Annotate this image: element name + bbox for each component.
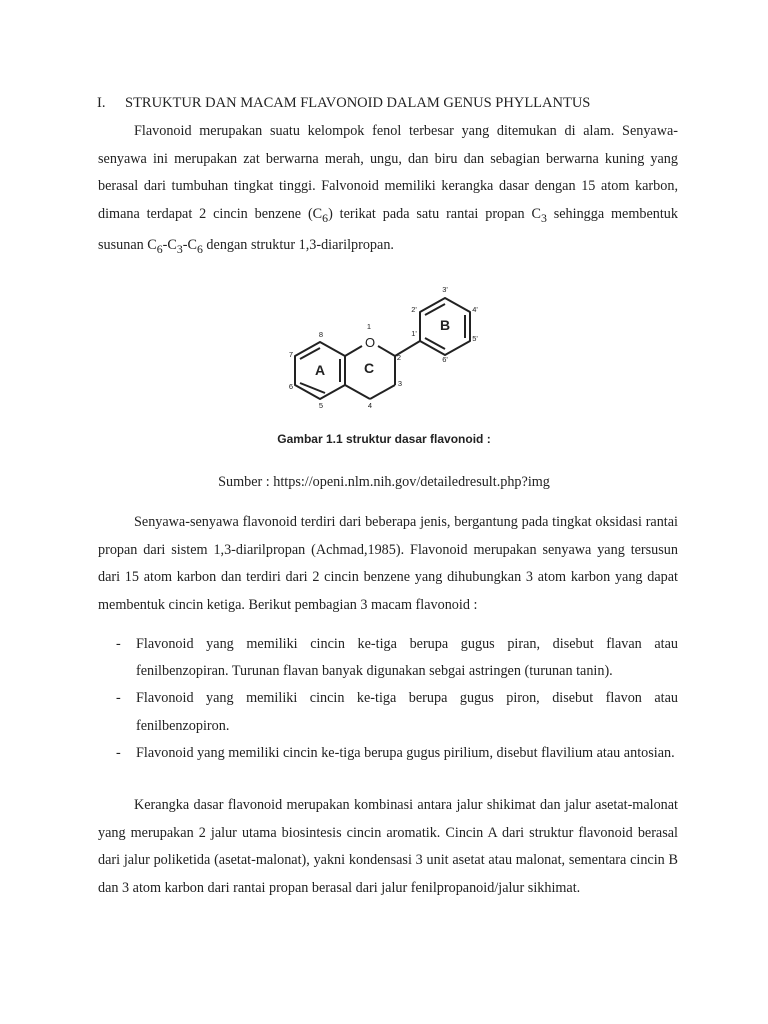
paragraph-intro-text: Flavonoid merupakan suatu kelompok fenol terbesar yang ditemukan di alam. Senyawa-senyawa ini merupakan zat berwarna merah, ungu, dan biru dan sebagian berwarna kuning yang berasal dari tumbuhan tingkat tinggi. Falvonoid memiliki kerangka dasar dengan 15 atom karbon, dimana terdapat 2 cincin benzene (C [98, 123, 678, 222]
ring-a-double-bond [300, 348, 320, 359]
ring-c-bond [378, 346, 395, 356]
paragraph-intro [98, 118, 678, 264]
ring-b-double-bond [425, 304, 445, 315]
list-item-text: Flavonoid yang memiliki cincin ke-tiga berupa gugus pirilium, disebut flavilium atau antosian. [136, 744, 675, 761]
list-item [98, 631, 678, 685]
ring-c-bond [345, 346, 362, 356]
position-label-7: 7 [288, 350, 294, 359]
flavonoid-types-list [98, 631, 678, 767]
ring-b-double-bond [425, 338, 445, 349]
subscript: 6 [156, 242, 163, 257]
position-label-1: 1 [366, 322, 372, 331]
list-item-text: Flavonoid yang memiliki cincin ke-tiga berupa gugus piran, disebut flavan atau fenilbenzopiran. Turunan flavan banyak digunakan sebgai astringen (turunan tanin). [136, 636, 678, 680]
position-label-1-prime: 1' [411, 329, 417, 338]
list-item [98, 740, 678, 767]
ring-b-label: B [439, 317, 451, 333]
paragraph-types: Senyawa-senyawa flavonoid terdiri dari beberapa jenis, bergantung pada tingkat oksidasi rantai propan dari sistem 1,3-diarilpropan (Achmad,1985). Flavonoid merupakan senyawa yang tersusun dari 15 atom karbon dan terdiri dari 2 cincin benzene yang dihubungkan 3 atom karbon yang dapat membentuk cincin ketiga. Berikut pembagian 3 macam flavonoid : [98, 514, 678, 613]
ring-c-bond [370, 385, 395, 399]
paragraph-intro-text: sehingga membentuk susunan C [98, 205, 678, 254]
position-label-2: 2 [396, 353, 402, 362]
section-title: STRUKTUR DAN MACAM FLAVONOID DALAM GENUS PHYLLANTUS [125, 95, 591, 111]
position-label-6: 6 [288, 382, 294, 391]
position-label-5: 5 [318, 401, 324, 410]
ring-c-bond [345, 385, 370, 399]
list-marker: - [116, 636, 121, 652]
flavonoid-structure-figure [286, 282, 482, 414]
position-label-4: 4 [367, 401, 373, 410]
figure-caption: Gambar 1.1 struktur dasar flavonoid : [277, 432, 491, 446]
paragraph-intro-text: dengan struktur 1,3-diarilpropan. [202, 237, 394, 254]
subscript: 3 [540, 210, 547, 225]
list-marker: - [116, 744, 121, 761]
position-label-3-prime: 3' [442, 285, 448, 294]
position-label-4-prime: 4' [472, 305, 478, 314]
paragraph-intro-text: -C [182, 237, 197, 254]
list-item-text: Flavonoid yang memiliki cincin ke-tiga berupa gugus piron, disebut flavon atau fenilbenzopiron. [136, 690, 678, 734]
flavonoid-structure-diagram [286, 282, 482, 414]
ring-a-label: A [314, 362, 326, 378]
ring-c-label: C [363, 360, 375, 376]
figure-source: Sumber : https://openi.nlm.nih.gov/detailedresult.php?img [218, 474, 550, 490]
list-item [98, 685, 678, 739]
position-label-5-prime: 5' [472, 334, 478, 343]
subscript: 3 [176, 242, 183, 257]
paragraph-intro-text: -C [162, 237, 177, 254]
section-heading [97, 93, 697, 113]
oxygen-atom-label: O [364, 335, 376, 350]
section-number: I. [97, 95, 106, 111]
position-label-8: 8 [318, 330, 324, 339]
list-marker: - [116, 690, 121, 707]
position-label-2-prime: 2' [411, 305, 417, 314]
paragraph-biosynthesis: Kerangka dasar flavonoid merupakan kombinasi antara jalur shikimat dan jalur asetat-malonat yang merupakan 2 jalur utama biosintesis cincin aromatik. Cincin A dari struktur flavonoid berasal dari jalur poliketida (asetat-malonat), yakni kondensasi 3 unit asetat atau malonat, sementara cincin B dan 3 atom karbon dari rantai propan berasal dari jalur fenilpropanoid/jalur sikhimat. [98, 797, 678, 896]
position-label-3: 3 [397, 379, 403, 388]
position-label-6-prime: 6' [442, 355, 448, 364]
subscript: 6 [196, 242, 203, 257]
subscript: 6 [322, 210, 329, 225]
ring-a-double-bond [300, 383, 325, 393]
paragraph-intro-text: ) terikat pada satu rantai propan C [328, 205, 541, 222]
